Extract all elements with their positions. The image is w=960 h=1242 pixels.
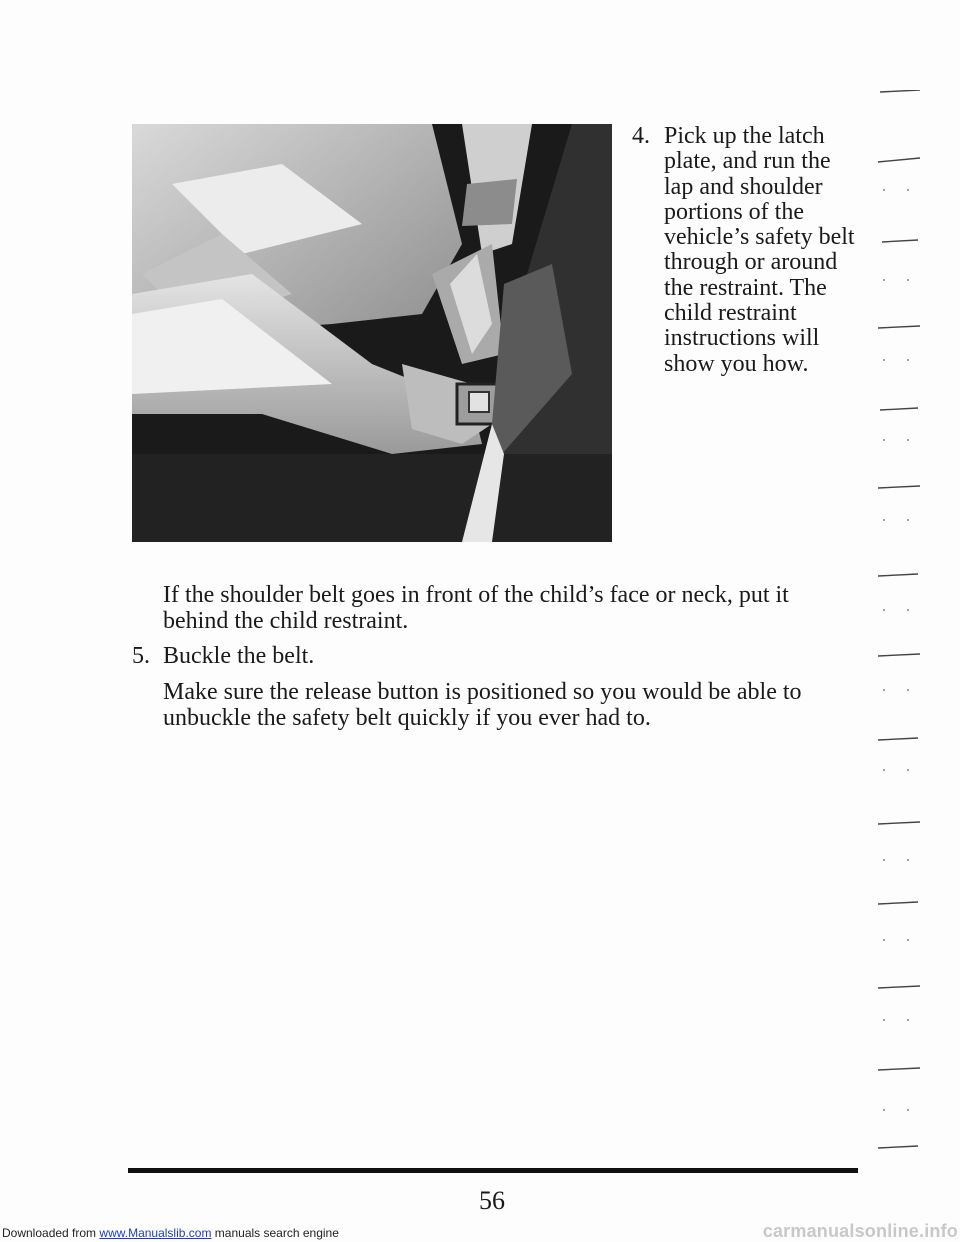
watermark: carmanualsonline.info	[762, 1221, 958, 1241]
footer-suffix: manuals search engine	[214, 1226, 339, 1240]
download-footer	[0, 1221, 960, 1242]
release-button-paragraph: Make sure the release button is positioned so you would be able to unbuckle the safety belt quickly if you ever had to.	[163, 679, 802, 731]
step-4-number: 4.	[632, 123, 650, 149]
page-edge-tick-marks	[870, 90, 930, 1190]
footer-rule	[128, 1168, 858, 1173]
page-number: 56	[479, 1186, 505, 1215]
seat-belt-latch-photo	[132, 124, 612, 542]
footer-prefix: Downloaded from	[2, 1226, 97, 1240]
step-4-text: Pick up the latch plate, and run the lap and shoulder portions of the vehicle’s safety belt through or around the restraint. The child restraint instructions will show you how.	[664, 123, 855, 377]
footer-source	[2, 1226, 339, 1240]
step-5-number: 5.	[132, 643, 150, 669]
step-5-text: Buckle the belt.	[163, 643, 315, 669]
manualslib-link[interactable]: www.Manualslib.com	[99, 1226, 212, 1240]
shoulder-belt-paragraph: If the shoulder belt goes in front of the child’s face or neck, put it behind the child restraint.	[163, 582, 789, 634]
